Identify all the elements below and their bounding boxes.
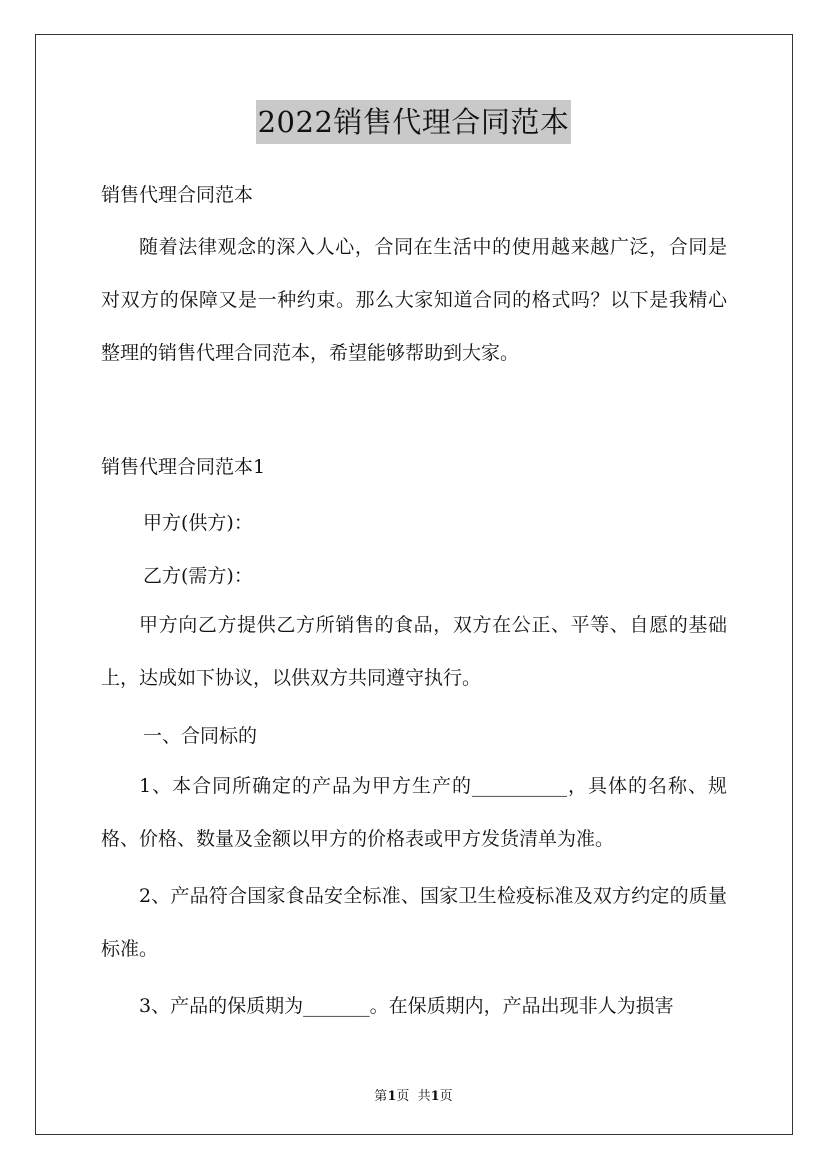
clause-heading: 一、合同标的 — [143, 725, 258, 747]
footer-page-total: 1 — [430, 1089, 440, 1104]
title-container — [0, 100, 827, 144]
footer-page-number: 1 — [387, 1089, 397, 1104]
party-a-label: 甲方(供方)： — [143, 512, 253, 534]
clause-2-paragraph: 2、产品符合国家食品安全标准、国家卫生检疫标准及双方约定的质量标准。 — [101, 885, 727, 960]
footer-page-suffix: 页 — [439, 1089, 453, 1104]
intro-paragraph: 随着法律观念的深入人心，合同在生活中的使用越来越广泛，合同是对双方的保障又是一种约束。那么大家知道合同的格式吗？以下是我精心整理的销售代理合同范本，希望能够帮助到大家。 — [101, 236, 727, 364]
preamble-paragraph: 甲方向乙方提供乙方所销售的食品，双方在公正、平等、自愿的基础上，达成如下协议，以供双方共同遵守执行。 — [101, 614, 727, 689]
document-subtitle: 销售代理合同范本 — [101, 184, 254, 206]
footer-page-mid: 页 共 — [396, 1089, 431, 1104]
clause-3-paragraph: 3、产品的保质期为_______。在保质期内，产品出现非人为损害 — [139, 995, 674, 1017]
page-footer — [0, 1085, 827, 1104]
section-title: 销售代理合同范本1 — [101, 456, 266, 478]
footer-page-prefix: 第 — [374, 1089, 388, 1104]
clause-1-paragraph: 1、本合同所确定的产品为甲方生产的__________，具体的名称、规格、价格、数量及金额以甲方的价格表或甲方发货清单为准。 — [101, 775, 727, 850]
document-title: 2022销售代理合同范本 — [256, 100, 572, 144]
party-b-label: 乙方(需方)： — [143, 565, 253, 587]
